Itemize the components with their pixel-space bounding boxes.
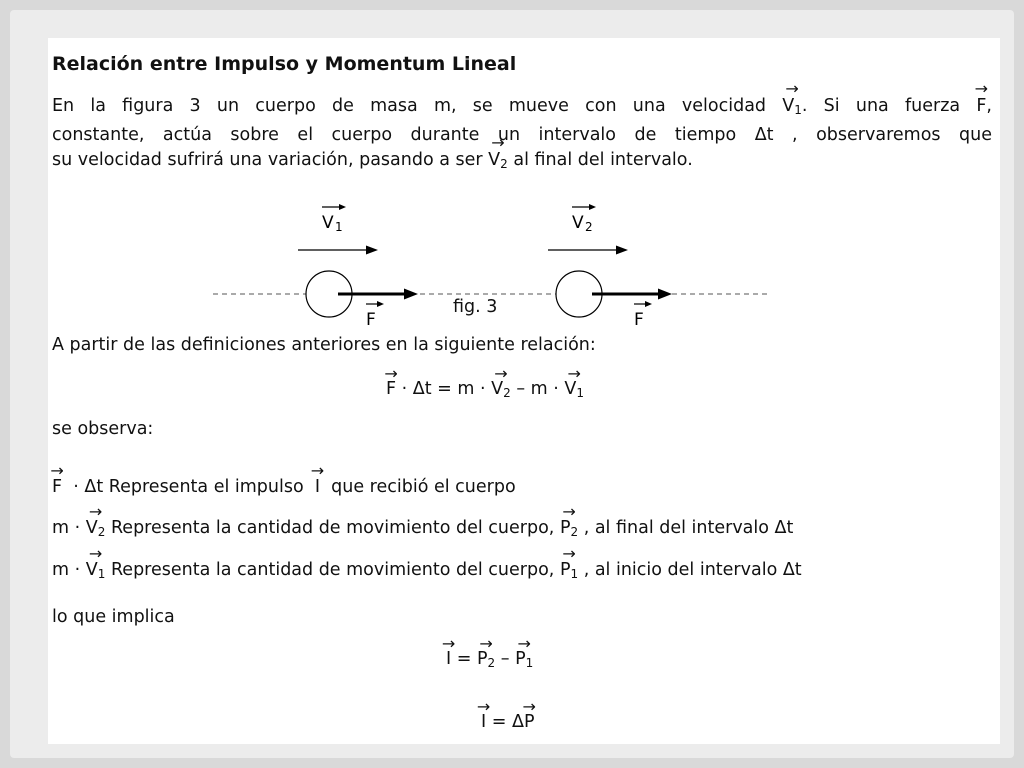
body-1	[298, 204, 378, 255]
figure-3-diagram	[198, 198, 818, 330]
relation-intro-text: A partir de las definiciones anteriores en la siguiente relación:	[52, 335, 596, 355]
v1-subscript: 1	[335, 220, 343, 234]
v2-label: V	[572, 213, 584, 233]
eq-vector-f: → F	[386, 379, 396, 399]
impulse-momentum-equation: → I = → $P_2$ – → $P_1$	[446, 649, 533, 670]
obs-vector-p1: → $P_1$	[560, 559, 578, 585]
eq2-vector-p1: → $P_1$	[515, 649, 533, 670]
main-equation: → F · Δt = m · → $V_2$ – m · → $V_1$	[386, 379, 584, 400]
force-label-1: F	[366, 310, 376, 330]
vector-v2: → $V_2$	[488, 148, 508, 177]
observation-initial-momentum: m · → $V_1$ Representa la cantidad de movimiento del cuerpo, → $P_1$ , al inicio del intervalo Δt	[52, 559, 802, 585]
eq-vector-v1: → $V_1$	[564, 379, 584, 400]
intro-line-1: En la figura 3 un cuerpo de masa m, se mueve con una velocidad → $V_1$. Si una fuerza → F,	[52, 94, 992, 123]
force-arrow-2-head	[658, 289, 672, 300]
vector-f: → F	[976, 94, 986, 119]
force-arrow-1-head	[404, 289, 418, 300]
figure-caption: fig. 3	[453, 297, 498, 317]
implies-text: lo que implica	[52, 607, 175, 627]
force-label-2: F	[634, 310, 644, 330]
intro-line-3: su velocidad sufrirá una variación, pasando a ser → $V_2$ al final del intervalo.	[52, 148, 992, 177]
body-2	[548, 204, 628, 255]
v1-arrow-head	[366, 246, 378, 255]
page-title: Relación entre Impulso y Momentum Lineal	[52, 53, 517, 75]
eq2-vector-i: → I	[446, 649, 451, 669]
observation-final-momentum: m · → $V_2$ Representa la cantidad de movimiento del cuerpo, → $P_2$ , al final del intervalo Δt	[52, 517, 793, 543]
obs-vector-i: → I	[315, 476, 320, 498]
eq2-vector-p2: → $P_2$	[477, 649, 495, 670]
observe-text: se observa:	[52, 419, 154, 439]
eq3-vector-i: → I	[481, 712, 486, 732]
vector-v1: → $V_1$	[782, 94, 802, 123]
obs-vector-f: → F	[52, 476, 62, 498]
obs-vector-v1: → $V_1$	[86, 559, 106, 585]
obs-vector-p2: → $P_2$	[560, 517, 578, 543]
document-page	[48, 38, 1000, 744]
observation-impulse: → F · Δt Representa el impulso → I que recibió el cuerpo	[52, 476, 516, 498]
eq3-vector-p: → P	[524, 712, 535, 732]
impulse-delta-equation: → I = Δ→ P	[481, 712, 535, 732]
eq-vector-v2: → $V_2$	[491, 379, 511, 400]
obs-vector-v2: → $V_2$	[86, 517, 106, 543]
v2-arrow-head	[616, 246, 628, 255]
intro-line-2: constante, actúa sobre el cuerpo durante un intervalo de tiempo Δt , observaremos que	[52, 125, 992, 145]
v1-label: V	[322, 213, 334, 233]
intro-paragraph	[52, 94, 992, 177]
slide-frame	[10, 10, 1014, 758]
v2-subscript: 2	[585, 220, 593, 234]
